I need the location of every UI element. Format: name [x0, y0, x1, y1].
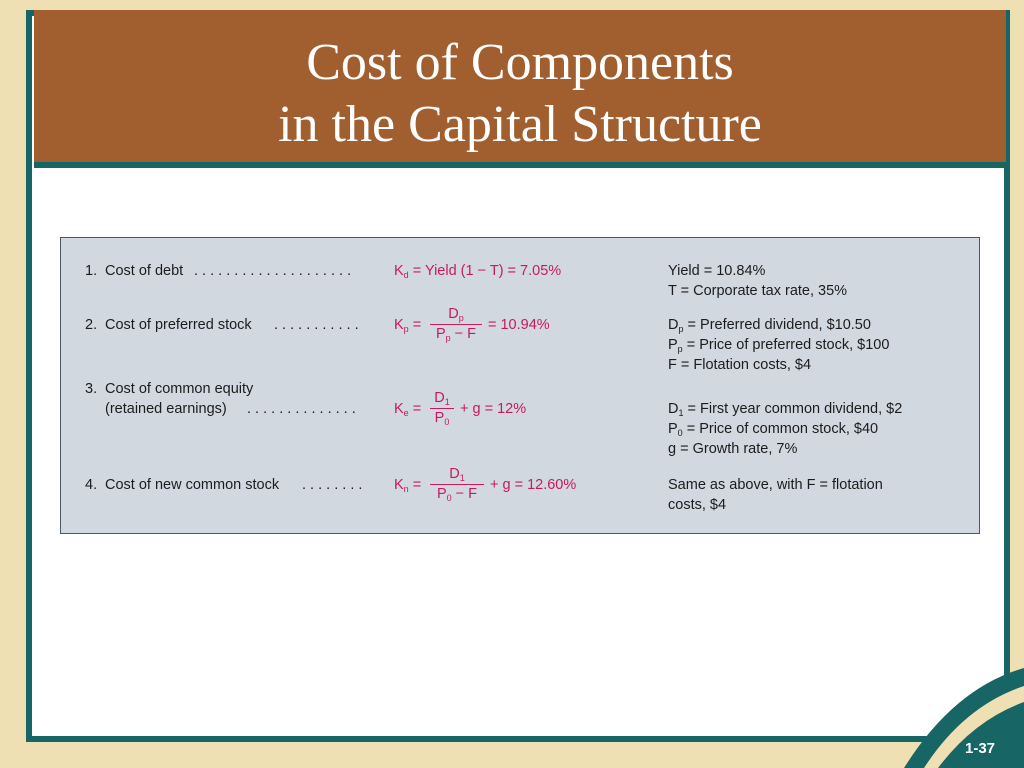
definition-variable: D — [668, 317, 679, 333]
row-number: 1. — [85, 263, 98, 279]
definition-line: F = Flotation costs, $4 — [668, 357, 812, 373]
denominator-subscript: p — [445, 333, 451, 343]
title-line-1: Cost of Components — [306, 34, 734, 91]
definition-line: costs, $4 — [668, 497, 727, 513]
definition-line: Yield = 10.84% — [668, 263, 766, 279]
numerator-subscript: 1 — [459, 473, 465, 483]
fraction-bar — [430, 324, 482, 325]
formula-result: + g = 12.60% — [490, 477, 577, 493]
definition-text: = Price of common stock, $40 — [686, 421, 879, 437]
denominator-subscript: 0 — [446, 493, 452, 503]
dot-leaders: . . . . . . . . — [302, 477, 363, 493]
denominator-subscript: 0 — [444, 417, 450, 427]
numerator-variable: D — [448, 306, 459, 322]
fraction-denominator — [430, 326, 482, 343]
definition-subscript: p — [677, 344, 683, 354]
formula-variable: K — [394, 263, 404, 279]
formula-equals: = — [412, 401, 422, 417]
dot-leaders: . . . . . . . . . . . . . . — [247, 401, 356, 417]
row-number: 4. — [85, 477, 98, 493]
formula-lhs — [394, 400, 421, 418]
fraction-denominator — [430, 486, 484, 503]
fraction-bar — [430, 408, 454, 409]
definition-variable: P — [668, 421, 678, 437]
denominator-variable: P — [434, 410, 445, 426]
formula-result: = 10.94% — [488, 317, 550, 333]
formula-text: = Yield (1 − T) = 7.05% — [412, 263, 562, 279]
fraction-denominator — [430, 410, 454, 427]
definition-text: = Preferred dividend, $10.50 — [687, 317, 871, 333]
definition-subscript: 0 — [677, 428, 683, 438]
denominator-variable: P — [436, 486, 447, 502]
formula-variable: K — [394, 477, 404, 493]
fraction-numerator — [430, 466, 484, 483]
definition-subscript: 1 — [678, 408, 684, 418]
formula-equals: = — [412, 317, 422, 333]
row-label: Cost of debt — [105, 263, 184, 279]
definition-line — [668, 400, 902, 418]
denominator-variable: P — [435, 326, 446, 342]
fraction-bar — [430, 484, 484, 485]
formula-variable: K — [394, 317, 404, 333]
definition-text: = Price of preferred stock, $100 — [686, 337, 890, 353]
cost-of-debt-formula — [394, 262, 561, 280]
fraction-numerator — [430, 306, 482, 323]
preferred-stock-fraction — [430, 306, 482, 343]
numerator-subscript: p — [458, 313, 464, 323]
definition-line — [668, 336, 889, 354]
definition-variable: D — [668, 401, 679, 417]
fraction-numerator — [430, 390, 454, 407]
formula-subscript: p — [403, 324, 409, 334]
numerator-variable: D — [434, 390, 445, 406]
definition-line: T = Corporate tax rate, 35% — [668, 283, 848, 299]
definition-line: g = Growth rate, 7% — [668, 441, 798, 457]
denominator-rest: − F — [455, 486, 478, 502]
formula-equals: = — [412, 477, 422, 493]
page-number: 1-37 — [964, 740, 996, 757]
row-label: Cost of preferred stock — [105, 317, 252, 333]
formula-subscript: e — [403, 408, 409, 418]
formula-variable: K — [394, 401, 404, 417]
formula-lhs — [394, 316, 421, 334]
formula-result: + g = 12% — [460, 401, 527, 417]
dot-leaders: . . . . . . . . . . . . . . . . . . . . — [194, 263, 352, 279]
cost-components-table — [60, 237, 980, 534]
dot-leaders: . . . . . . . . . . . — [274, 317, 359, 333]
definition-line: Same as above, with F = flotation — [668, 477, 883, 493]
row-label-continued: (retained earnings) — [105, 401, 227, 417]
numerator-variable: D — [449, 466, 460, 482]
denominator-rest: − F — [454, 326, 477, 342]
formula-subscript: d — [403, 270, 409, 280]
title-bar — [34, 10, 1006, 168]
numerator-subscript: 1 — [444, 397, 450, 407]
slide-title — [34, 32, 1006, 156]
definition-variable: P — [668, 337, 678, 353]
common-equity-fraction — [430, 390, 454, 427]
definition-subscript: p — [678, 324, 684, 334]
formula-subscript: n — [403, 484, 409, 494]
definition-line — [668, 316, 871, 334]
row-number: 3. — [85, 381, 98, 397]
row-label: Cost of new common stock — [105, 477, 280, 493]
definition-text: = First year common dividend, $2 — [687, 401, 903, 417]
title-line-2: in the Capital Structure — [278, 96, 762, 153]
new-common-stock-fraction — [430, 466, 484, 503]
formula-lhs — [394, 476, 421, 494]
row-label: Cost of common equity — [105, 381, 254, 397]
row-number: 2. — [85, 317, 98, 333]
definition-line — [668, 420, 878, 438]
